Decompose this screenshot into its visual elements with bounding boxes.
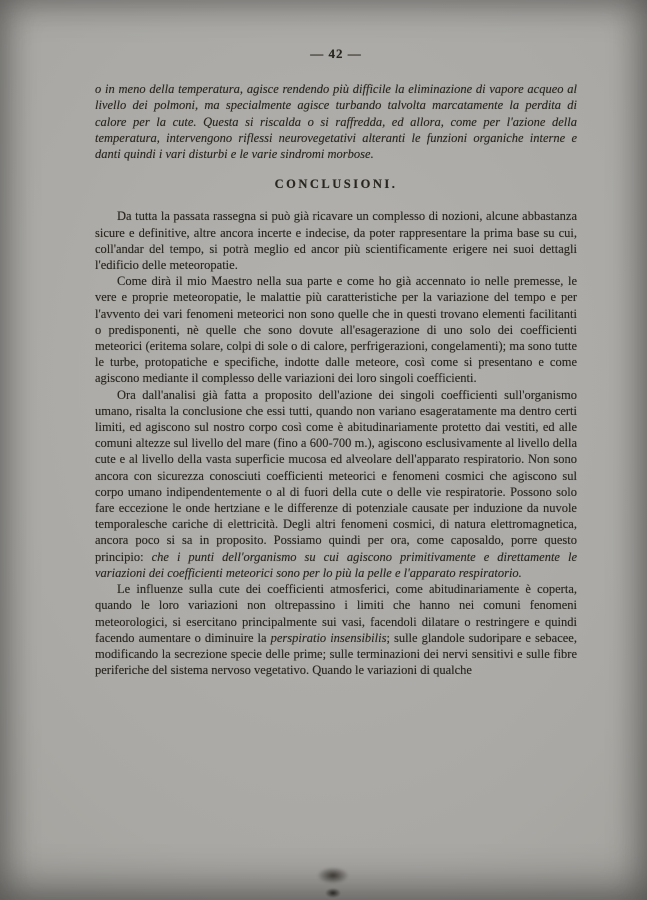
paragraph-3-text: Ora dall'analisi già fatta a proposito dell'azione dei singoli coefficienti sull'organismo umano, risalta la conclusione che essi tutti, quando non variano esageratamente ma dentro certi limiti, ed agiscono sul nostro corpo così come è abitudinariamente protetto dai vestiti, ed alle comuni altezze sul livello del mare (fino a 600-700 m.), agiscono esclusivamente al livello della cute e al livello della vasta superficie mucosa ed alveolare dell'apparato respiratorio. Non sono ancora con sicurezza conosciuti coefficienti meteorici e fenomeni cosmici che agiscono sul corpo umano indipendentemente o al di fuori della cute o delle vie respiratorie. Possono solo fare eccezione le onde hertziane e le differenze di potenziale causate per induzione da nuvole temporalesche cariche di elettricità. Degli altri fenomeni cosmici, di natura elettromagnetica, ancora poco si sa in proposito. Possiamo quindi per ora, come caposaldo, porre questo principio:: [95, 387, 577, 564]
scan-bottom-mark: [325, 888, 341, 898]
paragraph-3: [95, 387, 577, 581]
paragraph-4: [95, 581, 577, 678]
paragraph-2: Come dirà il mio Maestro nella sua parte e come ho già accennato io nelle premesse, le vere e proprie meteoropatie, le malattie più caratteristiche per la variazione del tempo e per l'avvento dei vari fenomeni meteorici non sono quelle che in questi trovano elementi facilitanti o predisponenti, nè quelle che sono dovute all'esagerazione di uno solo dei coefficienti meteorici (eritema solare, colpi di sole o di calore, perfrigerazioni, congelamenti); ma sono tutte le turbe, protopatiche e specifiche, indotte dalle meteore, così come si presentano e come agiscono mediante il complesso delle variazioni dei loro singoli coefficienti.: [95, 274, 577, 386]
text-block: [95, 46, 577, 678]
section-heading: CONCLUSIONI.: [274, 177, 398, 192]
paragraph-4-latin-term: perspiratio insensibilis: [270, 630, 387, 645]
paragraph-4-text-b: ; sulle glandole sudoripare e sebacee, modificando la secrezione specie delle prime; sulle terminazioni dei nervi sensitivi e sulle fibre periferiche del sistema nervoso vegetativo. Quando le variazioni di qualche: [95, 630, 577, 678]
carryover-paragraph: o in meno della temperatura, agisce rendendo più difficile la eliminazione di vapore acqueo al livello dei polmoni, ma specialmente agisce turbando talvolta marcatamente la perdita di calore per la cute. Questa si riscalda o si raffredda, ed allora, come per l'azione della temperatura, intervengono riflessi neurovegetativi alteranti le funzioni organiche interne e danti quindi i vari disturbi e le varie sindromi morbose.: [95, 82, 577, 162]
page-number: — 42 —: [310, 46, 362, 61]
paragraph-3-principle: che i punti dell'organismo su cui agiscono primitivamente e direttamente le variazioni dei coefficienti meteorici sono per lo più la pelle e l'apparato respiratorio.: [95, 549, 577, 580]
paragraph-1: Da tutta la passata rassegna si può già ricavare un complesso di nozioni, alcune abbastanza sicure e definitive, altre ancora incerte e indecise, da poter rappresentare la prima base su cui, coll'andar del tempo, si potrà meglio ed ancor più scientificamente erigere nei suoi dettagli l'edificio delle meteoropatie.: [95, 209, 577, 273]
paragraph-4-text-a: Le influenze sulla cute dei coefficienti atmosferici, come abitudinariamente è coperta, quando le loro variazioni non oltrepassino i limiti che hanno nei comuni fenomeni meteorologici, si esercitano principalmente sui vasi, facendoli dilatare o restringere e quindi facendo aumentare o diminuire la: [95, 582, 577, 645]
scan-smudge: [317, 867, 349, 884]
